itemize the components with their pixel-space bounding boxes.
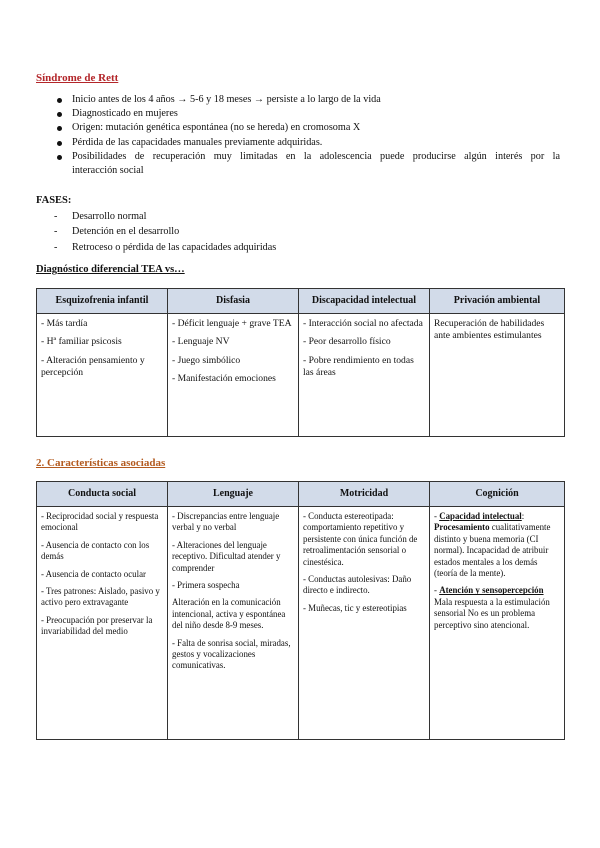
caracteristicas-heading: 2. Características asociadas <box>36 457 166 469</box>
cell-line: - Déficit lenguaje + grave TEA <box>172 318 292 329</box>
cell-line: - Falta de sonrisa social, miradas, gestos y vocalizaciones comunicativas. <box>172 637 291 671</box>
cell-paragraph: - Capacidad intelectual: Procesamiento cualitativamente distinto y buena memoria (CI normal). Incapacidad de atribuir estados mentales a los demás (teoría de la mente). <box>434 511 551 579</box>
table-header: Discapacidad intelectual <box>299 289 430 314</box>
table-header: Esquizofrenia infantil <box>37 289 168 314</box>
atencion-text: Mala respuesta a la estimulación sensorial No es un problema perceptivo sino atencional. <box>434 596 550 630</box>
table-header: Cognición <box>430 482 565 507</box>
table-header-row <box>37 289 565 314</box>
cell-line: Recuperación de habilidades ante ambientes estimulantes <box>434 318 545 342</box>
list-item: Posibilidades de recuperación muy limitadas en la adolescencia puede producirse algún interés por la <box>36 150 560 164</box>
list-item: Origen: mutación genética espontánea (no se hereda) en cromosoma X <box>36 121 560 135</box>
table-cell <box>299 507 430 740</box>
rett-bullet-list <box>36 93 560 178</box>
list-item: Pérdida de las capacidades manuales previamente adquiridas. <box>36 136 560 150</box>
table-cell <box>37 507 168 740</box>
cell-line: - Interacción social no afectada <box>303 318 423 329</box>
cell-line: - Conducta estereotipada: comportamiento repetitivo y persistente con única función de retroalimentación sensorial o cinestésica. <box>303 511 418 567</box>
table-cell <box>430 507 565 740</box>
table-header: Disfasia <box>168 289 299 314</box>
table-cell <box>37 314 168 437</box>
cell-line: - Preocupación por preservar la invariabilidad del medio <box>41 614 153 637</box>
fases-list <box>36 209 276 255</box>
fases-heading: FASES: <box>36 195 72 206</box>
cell-line: - Lenguaje NV <box>172 336 230 348</box>
continuation-text: interacción social <box>72 165 144 177</box>
cell-line: - Peor desarrollo físico <box>303 336 391 348</box>
cell-line: - Reciprocidad social y respuesta emocional <box>41 511 159 533</box>
table-cell <box>168 314 299 437</box>
table-header: Conducta social <box>37 482 168 507</box>
cell-line: - Conductas autolesivas: Daño directo e indirecto. <box>303 574 412 596</box>
cell-line: - Primera sospecha <box>172 580 240 591</box>
caracteristicas-table <box>36 481 565 740</box>
cell-line: - Ausencia de contacto con los demás <box>41 539 150 562</box>
table-header: Privación ambiental <box>430 289 565 314</box>
list-item: Diagnosticado en mujeres <box>36 107 560 121</box>
table-header: Motricidad <box>299 482 430 507</box>
cell-line: - Discrepancias entre lenguaje verbal y no verbal <box>172 511 280 533</box>
list-item: Inicio antes de los 4 años → 5-6 y 18 meses → persiste a lo largo de la vida <box>36 93 560 107</box>
diagnostico-table <box>36 288 565 437</box>
cell-line: - Muñecas, tic y estereotipias <box>303 602 407 613</box>
cell-line: - Manifestación emociones <box>172 373 276 385</box>
cell-line: - Alteración pensamiento y percepción <box>41 354 145 379</box>
cell-line: - Más tardía <box>41 318 88 329</box>
cell-line: - Alteraciones del lenguaje receptivo. Dificultad atender y comprender <box>172 539 281 573</box>
table-cell <box>299 314 430 437</box>
cell-line: - Pobre rendimiento en todas las áreas <box>303 354 414 379</box>
table-cell <box>430 314 565 437</box>
cell-line: - Juego simbólico <box>172 354 241 366</box>
table-cell <box>168 507 299 740</box>
rett-heading: Síndrome de Rett <box>36 72 119 84</box>
capacidad-intelectual-label: Capacidad intelectual <box>439 511 522 521</box>
cell-line: - Hª familiar psicosis <box>41 336 122 348</box>
list-item-continuation <box>36 164 560 178</box>
list-item: - Detención en el desarrollo <box>36 224 276 239</box>
table-row <box>37 314 565 437</box>
cell-line: - Tres patrones: Aislado, pasivo y activo pero extravagante <box>41 586 160 608</box>
cell-line: Alteración en la comunicación intencional, activa y espontánea del niño desde 8-9 meses. <box>172 597 286 631</box>
procesamiento-text: cualitativamente distinto y buena memoria (CI normal). Incapacidad de atribuir estados mentales a los demás (teoría de la mente). <box>434 522 551 579</box>
table-header-row <box>37 482 565 507</box>
atencion-label: Atención y sensopercepción <box>439 585 544 596</box>
list-item: - Desarrollo normal <box>36 209 276 224</box>
table-header: Lenguaje <box>168 482 299 507</box>
table-row <box>37 507 565 740</box>
cell-line: - Ausencia de contacto ocular <box>41 568 146 579</box>
procesamiento-label: Procesamiento <box>434 522 490 533</box>
cell-paragraph: - Atención y sensopercepción Mala respuesta a la estimulación sensorial No es un problema perceptivo sino atencional. <box>434 585 550 630</box>
diagnostico-heading: Diagnóstico diferencial TEA vs… <box>36 264 185 275</box>
list-item: - Retroceso o pérdida de las capacidades adquiridas <box>36 240 276 255</box>
